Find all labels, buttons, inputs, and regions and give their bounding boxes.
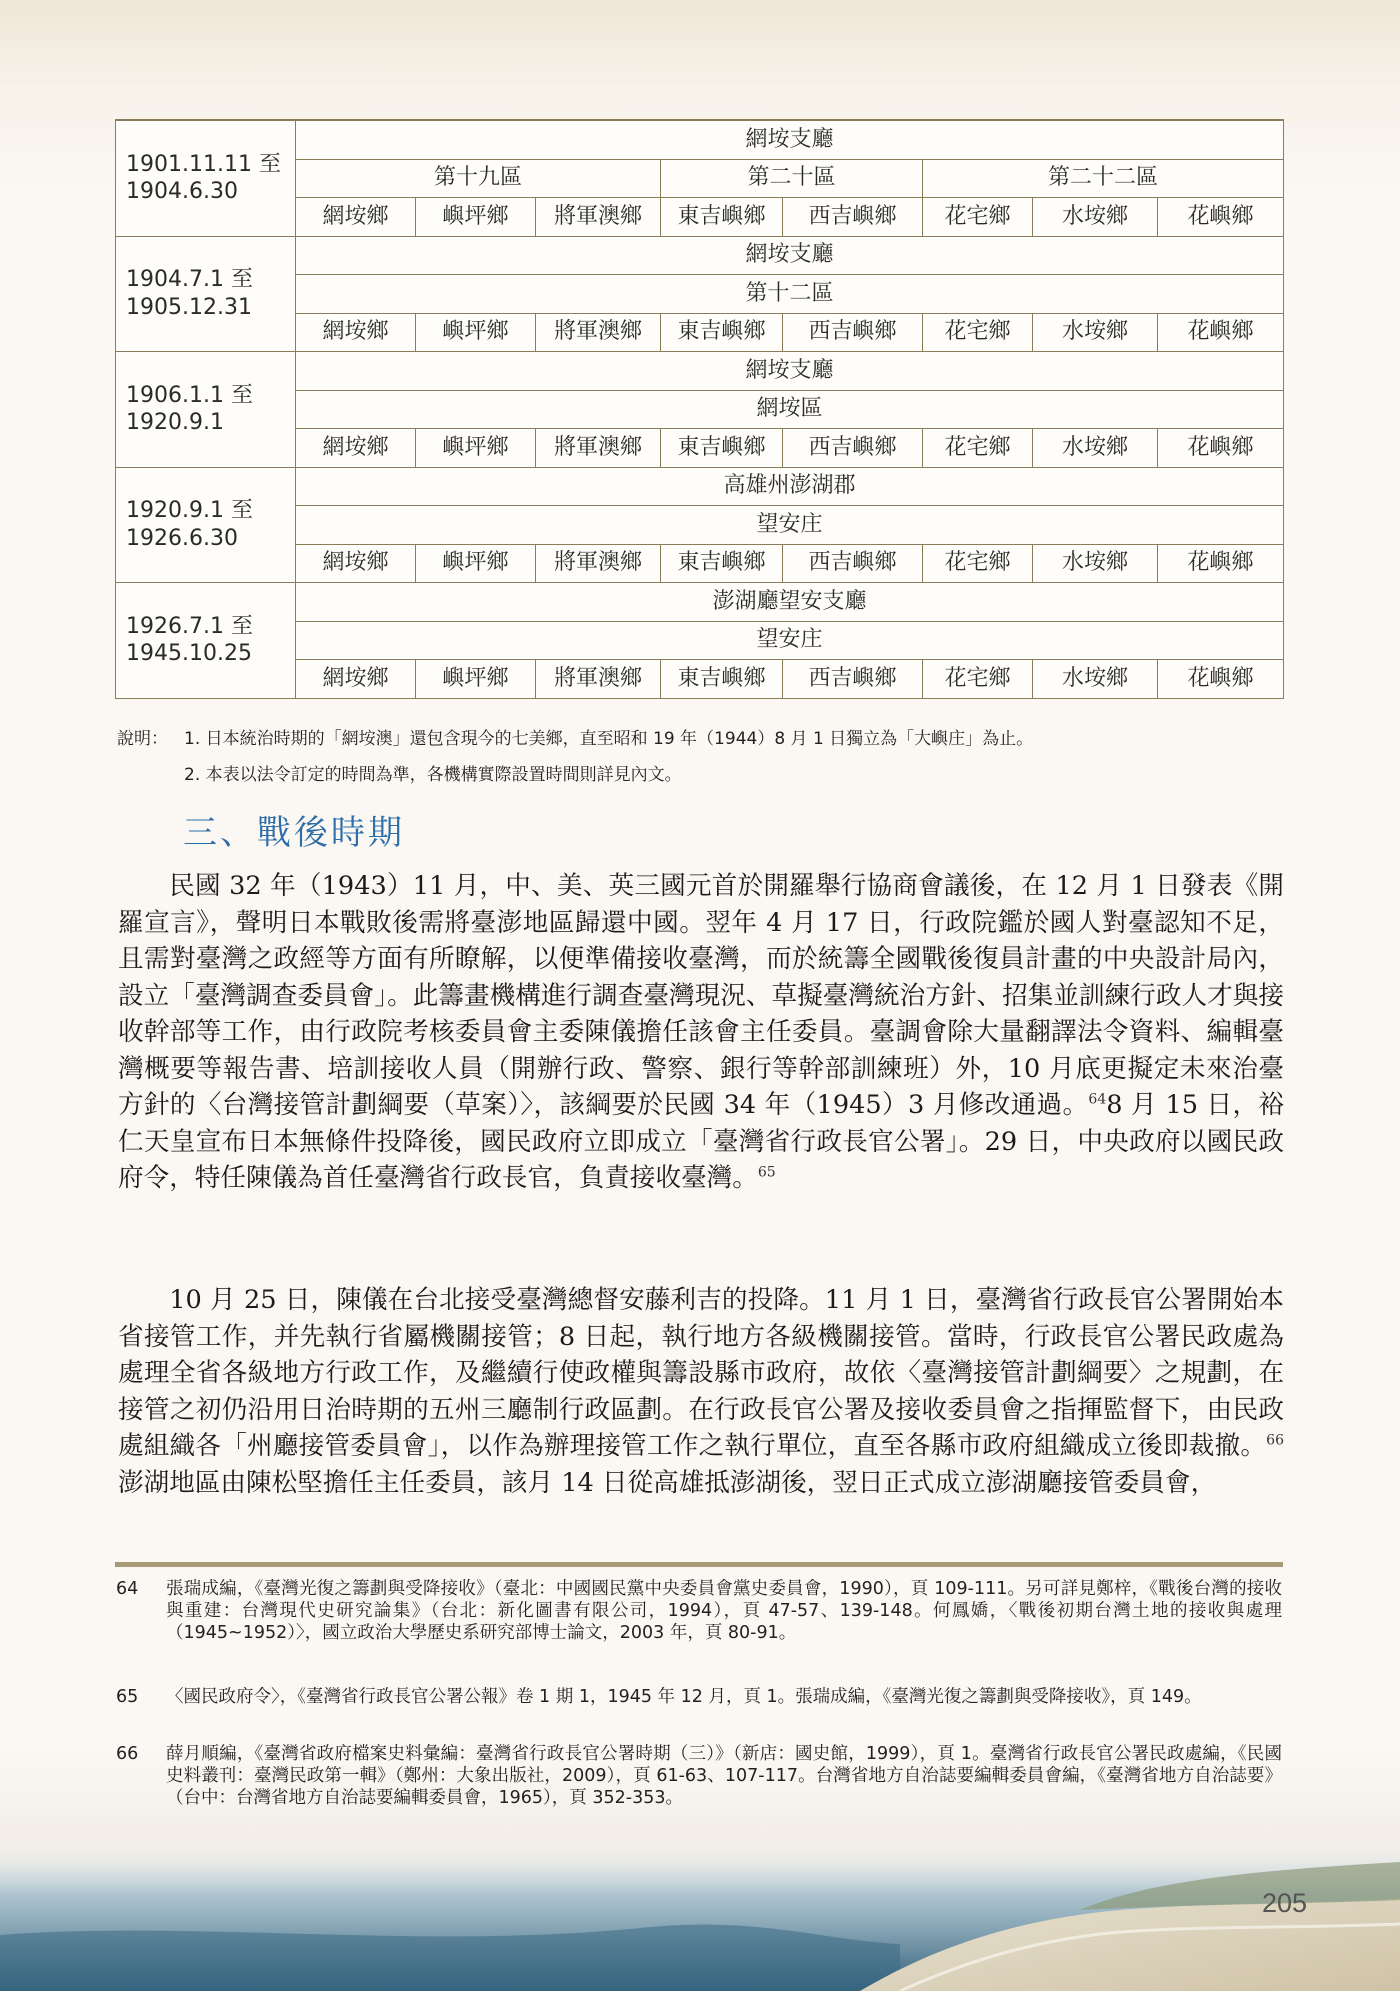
village-cell: 嶼坪鄉 xyxy=(416,660,536,699)
table-note-2: 2. 本表以法令訂定的時間為準，各機構實際設置時間則詳見內文。 xyxy=(184,765,682,785)
village-cell: 將軍澳鄉 xyxy=(536,544,661,583)
village-cell: 東吉嶼鄉 xyxy=(661,429,783,468)
period-line: 1920.9.1 至 xyxy=(126,498,253,524)
period-cell xyxy=(116,467,296,583)
village-cell: 花宅鄉 xyxy=(923,313,1033,352)
village-cell: 西吉嶼鄉 xyxy=(783,313,923,352)
footnote-divider xyxy=(115,1562,1283,1567)
period-line: 1904.7.1 至 xyxy=(126,267,253,293)
footnote-number: 64 xyxy=(116,1579,139,1599)
office-cell: 高雄州澎湖郡 xyxy=(296,467,1284,506)
period-line: 1906.1.1 至 xyxy=(126,382,253,408)
office-cell: 網垵支廳 xyxy=(296,120,1284,159)
village-cell: 東吉嶼鄉 xyxy=(661,313,783,352)
district-cell: 網垵區 xyxy=(296,390,1284,429)
village-cell: 水垵鄉 xyxy=(1033,660,1158,699)
footnote-text: 張瑞成編，《臺灣光復之籌劃與受降接收》（臺北：中國國民黨中央委員會黨史委員會，1990），頁 109-111。另可詳見鄭梓，《戰後台灣的接收與重建：台灣現代史研究論集》（台北：新化圖書有限公司，1994），頁 47-57、139-148。何鳳嬌，〈戰後初期台灣土地的接收與處理（1945~1952）〉，國立政治大學歷史系研究部博士論文，2003 年，頁 80-91。 xyxy=(166,1579,1282,1643)
footnote-text: 薛月順編，《臺灣省政府檔案史料彙編：臺灣省行政長官公署時期（三）》（新店：國史館，1999），頁 1。臺灣省行政長官公署民政處編，《民國史料叢刊：臺灣民政第一輯》（鄭州：大象出版社，2009），頁 61-63、107-117。台灣省地方自治誌要編輯委員會編，《臺灣省地方自治誌要》（台中：台灣省地方自治誌要編輯委員會，1965），頁 352-353。 xyxy=(166,1744,1282,1808)
administrative-history-table xyxy=(115,119,1284,699)
coastline-decoration xyxy=(0,1840,1400,1991)
office-cell: 網垵支廳 xyxy=(296,352,1284,391)
table-row xyxy=(116,583,1284,622)
district-cell: 第二十二區 xyxy=(923,159,1284,198)
village-cell: 網垵鄉 xyxy=(296,544,416,583)
footnote-ref[interactable]: 65 xyxy=(757,1164,776,1181)
village-cell: 西吉嶼鄉 xyxy=(783,660,923,699)
period-cell xyxy=(116,352,296,468)
village-cell: 水垵鄉 xyxy=(1033,198,1158,237)
period-line: 1920.9.1 xyxy=(126,410,224,436)
body-paragraph-1 xyxy=(118,868,1284,1197)
district-cell: 望安庄 xyxy=(296,506,1284,545)
office-cell: 澎湖廳望安支廳 xyxy=(296,583,1284,622)
paragraph-text: 8 月 15 日，裕仁天皇宣布日本無條件投降後，國民政府立即成立「臺灣省行政長官公署」。29 日，中央政府以國民政府令，特任陳儀為首任臺灣省行政長官，負責接收臺灣。 xyxy=(118,1090,1284,1193)
village-cell: 花宅鄉 xyxy=(923,544,1033,583)
footnote-65 xyxy=(116,1686,1282,1708)
table-notes-label: 說明： xyxy=(117,729,168,749)
footnote-ref[interactable]: 66 xyxy=(1266,1432,1284,1449)
village-cell: 水垵鄉 xyxy=(1033,313,1158,352)
village-cell: 網垵鄉 xyxy=(296,429,416,468)
body-paragraph-2 xyxy=(118,1282,1284,1501)
village-cell: 東吉嶼鄉 xyxy=(661,544,783,583)
table-row xyxy=(116,352,1284,391)
footnote-66 xyxy=(116,1743,1282,1809)
village-cell: 西吉嶼鄉 xyxy=(783,198,923,237)
village-cell: 將軍澳鄉 xyxy=(536,198,661,237)
village-cell: 將軍澳鄉 xyxy=(536,429,661,468)
village-cell: 嶼坪鄉 xyxy=(416,313,536,352)
village-cell: 嶼坪鄉 xyxy=(416,198,536,237)
district-cell: 第十九區 xyxy=(296,159,661,198)
period-line: 1901.11.11 至 xyxy=(126,151,281,177)
footnote-64 xyxy=(116,1578,1282,1644)
period-cell xyxy=(116,236,296,352)
period-line: 1926.6.30 xyxy=(126,525,238,551)
paragraph-text: 民國 32 年（1943）11 月，中、美、英三國元首於開羅舉行協商會議後，在 12 月 1 日發表《開羅宣言》，聲明日本戰敗後需將臺澎地區歸還中國。翌年 4 月 17 日，行政院鑑於國人對臺認知不足，且需對臺灣之政經等方面有所瞭解，以便準備接收臺灣，而於統籌全國戰後復員計畫的中央設計局內，設立「臺灣調查委員會」。此籌畫機構進行調查臺灣現況、草擬臺灣統治方針、招集並訓練行政人才與接收幹部等工作，由行政院考核委員會主委陳儀擔任該會主任委員。臺調會除大量翻譯法令資料、編輯臺灣概要等報告書、培訓接收人員（開辦行政、警察、銀行等幹部訓練班）外，10 月底更擬定未來治臺方針的〈台灣接管計劃綱要（草案）〉，該綱要於民國 34 年（1945）3 月修改通過。 xyxy=(118,871,1284,1120)
village-cell: 花宅鄉 xyxy=(923,429,1033,468)
period-line: 1904.6.30 xyxy=(126,179,238,205)
footnote-number: 66 xyxy=(116,1744,139,1764)
footnote-number: 65 xyxy=(116,1687,139,1707)
paragraph-text: 澎湖地區由陳松堅擔任主任委員，該月 14 日從高雄抵澎湖後，翌日正式成立澎湖廳接管委員會， xyxy=(118,1467,1217,1498)
village-cell: 水垵鄉 xyxy=(1033,544,1158,583)
village-cell: 東吉嶼鄉 xyxy=(661,198,783,237)
village-cell: 花嶼鄉 xyxy=(1158,313,1284,352)
village-cell: 花宅鄉 xyxy=(923,660,1033,699)
village-cell: 花宅鄉 xyxy=(923,198,1033,237)
village-cell: 網垵鄉 xyxy=(296,313,416,352)
village-cell: 花嶼鄉 xyxy=(1158,429,1284,468)
table-row xyxy=(116,467,1284,506)
period-line: 1926.7.1 至 xyxy=(126,613,253,639)
village-cell: 將軍澳鄉 xyxy=(536,313,661,352)
period-line: 1905.12.31 xyxy=(126,294,252,320)
period-line: 1945.10.25 xyxy=(126,641,252,667)
district-cell: 第十二區 xyxy=(296,275,1284,314)
footnote-ref[interactable]: 64 xyxy=(1088,1091,1107,1108)
village-cell: 將軍澳鄉 xyxy=(536,660,661,699)
office-cell: 網垵支廳 xyxy=(296,236,1284,275)
village-cell: 東吉嶼鄉 xyxy=(661,660,783,699)
village-cell: 網垵鄉 xyxy=(296,198,416,237)
footnote-text: 〈國民政府令〉，《臺灣省行政長官公署公報》卷 1 期 1，1945 年 12 月，頁 1。張瑞成編，《臺灣光復之籌劃與受降接收》，頁 149。 xyxy=(166,1687,1202,1707)
village-cell: 水垵鄉 xyxy=(1033,429,1158,468)
period-cell xyxy=(116,583,296,699)
village-cell: 西吉嶼鄉 xyxy=(783,429,923,468)
village-cell: 花嶼鄉 xyxy=(1158,660,1284,699)
village-cell: 西吉嶼鄉 xyxy=(783,544,923,583)
paragraph-text: 10 月 25 日，陳儀在台北接受臺灣總督安藤利吉的投降。11 月 1 日，臺灣省行政長官公署開始本省接管工作，并先執行省屬機關接管；8 日起，執行地方各級機關接管。當時，行政長官公署民政處為處理全省各級地方行政工作，及繼續行使政權與籌設縣市政府，故依〈臺灣接管計劃綱要〉之規劃，在接管之初仍沿用日治時期的五州三廳制行政區劃。在行政長官公署及接收委員會之指揮監督下，由民政處組織各「州廳接管委員會」，以作為辦理接管工作之執行單位，直至各縣市政府組織成立後即裁撤。 xyxy=(118,1285,1284,1461)
village-cell: 花嶼鄉 xyxy=(1158,544,1284,583)
district-cell: 第二十區 xyxy=(661,159,923,198)
section-heading: 三、戰後時期 xyxy=(183,813,405,853)
period-cell xyxy=(116,120,296,236)
village-cell: 花嶼鄉 xyxy=(1158,198,1284,237)
table-row xyxy=(116,236,1284,275)
village-cell: 嶼坪鄉 xyxy=(416,429,536,468)
village-cell: 網垵鄉 xyxy=(296,660,416,699)
district-cell: 望安庄 xyxy=(296,621,1284,660)
table-row xyxy=(116,120,1284,159)
table-note-1: 1. 日本統治時期的「網垵澳」還包含現今的七美鄉，直至昭和 19 年（1944）8 月 1 日獨立為「大嶼庄」為止。 xyxy=(184,729,1034,749)
village-cell: 嶼坪鄉 xyxy=(416,544,536,583)
page-number: 205 xyxy=(1261,1888,1307,1918)
